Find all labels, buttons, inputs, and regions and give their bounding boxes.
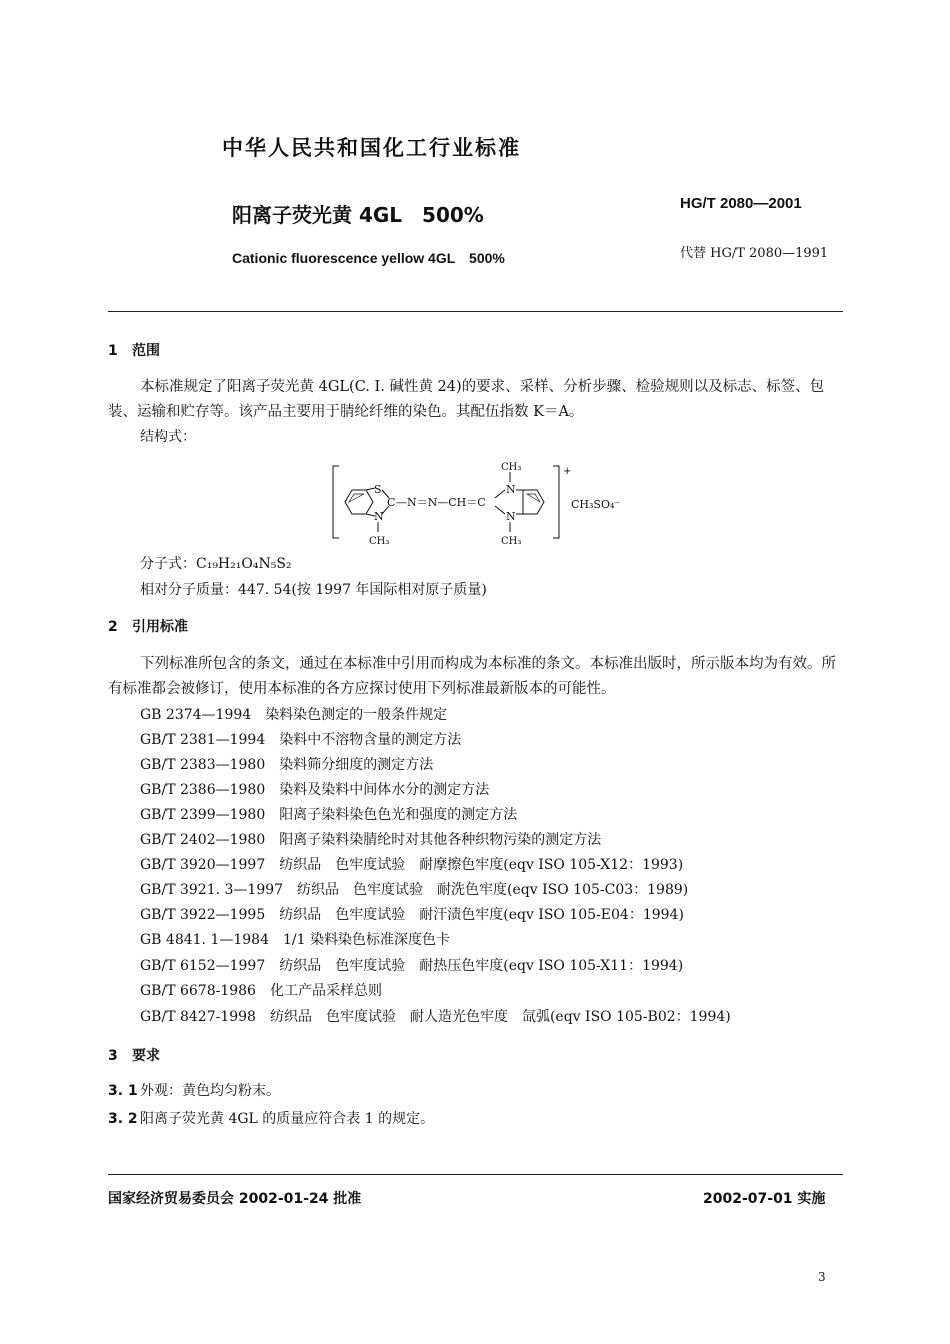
approval-note: 国家经济贸易委员会 2002-01-24 批准 (108, 1191, 362, 1207)
reference-item (140, 879, 688, 899)
reference-code: GB 4841. 1—1984 (140, 932, 269, 948)
counter-ion: CH₃SO₄⁻ (571, 498, 621, 511)
reference-code: GB/T 2381—1994 (140, 732, 266, 748)
reference-title: 1/1 染料染色标准深度色卡 (283, 932, 450, 948)
section-2-paragraph: 下列标准所包含的条文，通过在本标准中引用而构成为本标准的条文。本标准出版时，所示版本均为有效。所有标准都会被修订，使用本标准的各方应探讨使用下列标准最新版本的可能性。 (108, 656, 836, 697)
reference-code: GB/T 2386—1980 (140, 782, 266, 798)
reference-title: 纺织品 色牢度试验 耐摩擦色牢度(eqv ISO 105-X12：1993) (279, 857, 684, 873)
reference-item (140, 980, 382, 1000)
section-3-number: 3 (108, 1048, 118, 1064)
section-1-paragraph: 本标准规定了阳离子荧光黄 4GL(C. I. 碱性黄 24)的要求、采样、分析步骤、检验规则以及标志、标签、包装、运输和贮存等。该产品主要用于腈纶纤维的染色。其配伍指数 K＝A。 (108, 379, 825, 420)
reference-code: GB/T 2402—1980 (140, 832, 266, 848)
reference-item (140, 754, 433, 774)
document-title-cn: 阳离子荧光黄 4GL 500% (232, 203, 484, 227)
cation-charge: + (563, 466, 572, 477)
reference-title: 纺织品 色牢度试验 耐热压色牢度(eqv ISO 105-X11：1994) (279, 958, 684, 974)
reference-item (140, 779, 489, 799)
left-benzene-inner (349, 494, 364, 502)
section-1-number: 1 (108, 343, 118, 359)
nitrogen-atom-bottom: N (506, 510, 516, 523)
document-title-en: Cationic fluorescence yellow 4GL 500% (232, 250, 505, 266)
standard-type-heading: 中华人民共和国化工行业标准 (222, 136, 521, 160)
right-ring-bond-bottom (495, 506, 505, 514)
section-1-title: 范围 (132, 343, 160, 359)
reference-code: GB 2374—1994 (140, 707, 252, 723)
carbon-atom-left: C (387, 496, 396, 509)
reference-item (140, 704, 447, 724)
section-2-title: 引用标准 (132, 619, 188, 635)
reference-item (140, 1006, 731, 1026)
requirement-item (108, 1080, 280, 1100)
reference-title: 染料筛分细度的测定方法 (279, 757, 434, 773)
reference-title: 染料染色测定的一般条件规定 (265, 707, 448, 723)
reference-title: 纺织品 色牢度试验 耐洗色牢度(eqv ISO 105-C03：1989) (297, 882, 689, 898)
right-benzene-inner (527, 494, 540, 502)
section-1-heading (108, 340, 160, 360)
azo-methine-chain: —N＝N—CH＝C (396, 496, 486, 509)
section-3-heading (108, 1045, 160, 1065)
reference-code: GB/T 6678-1986 (140, 983, 256, 999)
right-bracket (553, 466, 559, 538)
reference-item (140, 904, 684, 924)
requirement-text: 外观：黄色均匀粉末。 (140, 1083, 280, 1099)
reference-title: 纺织品 色牢度试验 耐人造光色牢度 氙弧(eqv ISO 105-B02：1994) (269, 1009, 731, 1025)
molecular-formula: 分子式：C₁₉H₂₁O₄N₅S₂ (140, 556, 292, 572)
reference-code: GB/T 2383—1980 (140, 757, 266, 773)
reference-item (140, 854, 683, 874)
section-2-number: 2 (108, 619, 118, 635)
reference-item (140, 929, 450, 949)
replaces-standard: 代替 HG/T 2080—1991 (680, 246, 829, 261)
structure-label: 结构式： (140, 429, 196, 445)
methyl-bottom: CH₃ (501, 536, 522, 547)
requirement-number: 3. 2 (108, 1111, 138, 1127)
implementation-date: 2002-07-01 实施 (703, 1191, 826, 1207)
left-bracket (333, 466, 339, 538)
requirement-item (108, 1108, 434, 1128)
reference-code: GB/T 8427-1998 (140, 1009, 256, 1025)
reference-title: 染料及染料中间体水分的测定方法 (279, 782, 490, 798)
reference-title: 阳离子染料染色色光和强度的测定方法 (279, 807, 518, 823)
structural-formula (325, 460, 645, 548)
requirement-number: 3. 1 (108, 1083, 138, 1099)
page-number: 3 (818, 1270, 826, 1284)
footer-divider (108, 1174, 843, 1175)
right-ring-bond-top (495, 490, 505, 498)
standard-code: HG/T 2080—2001 (680, 195, 802, 212)
reference-item (140, 829, 601, 849)
right-benzene-ring (523, 490, 544, 514)
nitrogen-atom-left: N (374, 510, 384, 523)
reference-code: GB/T 3922—1995 (140, 907, 266, 923)
reference-item (140, 955, 683, 975)
reference-code: GB/T 3920—1997 (140, 857, 266, 873)
reference-title: 化工产品采样总则 (269, 983, 382, 999)
section-2-heading (108, 616, 188, 636)
requirement-text: 阳离子荧光黄 4GL 的质量应符合表 1 的规定。 (140, 1111, 435, 1127)
reference-code: GB/T 2399—1980 (140, 807, 266, 823)
methyl-left: CH₃ (369, 536, 390, 547)
molecular-weight: 相对分子质量：447. 54(按 1997 年国际相对原子质量) (140, 582, 487, 598)
sulfur-atom: S (374, 483, 382, 496)
reference-title: 纺织品 色牢度试验 耐汗渍色牢度(eqv ISO 105-E04：1994) (279, 907, 684, 923)
reference-item (140, 804, 517, 824)
reference-code: GB/T 3921. 3—1997 (140, 882, 284, 898)
section-3-title: 要求 (132, 1048, 160, 1064)
reference-code: GB/T 6152—1997 (140, 958, 266, 974)
header-divider (108, 311, 843, 312)
methyl-top: CH₃ (501, 462, 522, 473)
reference-item (140, 729, 461, 749)
reference-title: 染料中不溶物含量的测定方法 (279, 732, 462, 748)
reference-title: 阳离子染料染腈纶时对其他各种织物污染的测定方法 (279, 832, 602, 848)
nitrogen-atom-top: N (506, 483, 516, 496)
